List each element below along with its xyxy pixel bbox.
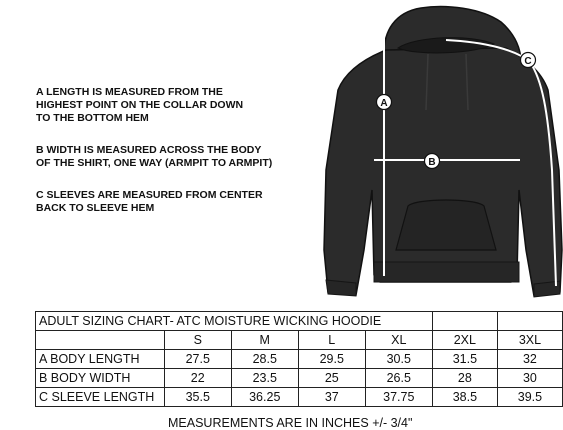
svg-text:A: A (380, 98, 388, 109)
marker-a (377, 95, 392, 110)
row-label: A BODY LENGTH (36, 350, 165, 369)
table-cell: 37 (298, 388, 365, 407)
table-row (36, 369, 563, 388)
table-cell: 30 (497, 369, 562, 388)
measurement-instructions (36, 86, 326, 234)
size-header: L (298, 331, 365, 350)
table-cell: 32 (497, 350, 562, 369)
table-cell: 23.5 (231, 369, 298, 388)
table-cell: 36.25 (231, 388, 298, 407)
chart-title: ADULT SIZING CHART- ATC MOISTURE WICKING HOODIE (36, 312, 433, 331)
size-header: 2XL (432, 331, 497, 350)
table-cell: 39.5 (497, 388, 562, 407)
size-header: 3XL (497, 331, 562, 350)
hoodie-pocket (396, 200, 496, 250)
table-cell: 30.5 (365, 350, 432, 369)
marker-b (425, 154, 440, 169)
instruction-c: C SLEEVES ARE MEASURED FROM CENTER BACK TO SLEEVE HEM (36, 189, 263, 214)
table-cell: 27.5 (164, 350, 231, 369)
instruction-a: A LENGTH IS MEASURED FROM THE HIGHEST POINT ON THE COLLAR DOWN TO THE BOTTOM HEM (36, 86, 244, 124)
table-cell: 28 (432, 369, 497, 388)
table-cell: 37.75 (365, 388, 432, 407)
table-cell: 29.5 (298, 350, 365, 369)
row-label: C SLEEVE LENGTH (36, 388, 165, 407)
hoodie-left-cuff (326, 280, 356, 296)
row-label: B BODY WIDTH (36, 369, 165, 388)
table-row (36, 350, 563, 369)
svg-text:B: B (428, 157, 436, 168)
hoodie-diagram (316, 0, 563, 305)
table-cell: 22 (164, 369, 231, 388)
size-header-row (36, 331, 563, 350)
size-chart-table (35, 311, 563, 407)
table-row (36, 388, 563, 407)
size-header: S (164, 331, 231, 350)
svg-text:C: C (524, 56, 532, 67)
measurement-footnote: MEASUREMENTS ARE IN INCHES +/- 3/4" (168, 416, 413, 430)
marker-c (521, 53, 536, 68)
hoodie-waistband (374, 262, 519, 282)
table-cell: 35.5 (164, 388, 231, 407)
size-header: M (231, 331, 298, 350)
instruction-b: B WIDTH IS MEASURED ACROSS THE BODY OF THE SHIRT, ONE WAY (ARMPIT TO ARMPIT) (36, 144, 273, 169)
size-header: XL (365, 331, 432, 350)
table-cell: 25 (298, 369, 365, 388)
table-cell: 28.5 (231, 350, 298, 369)
table-cell: 31.5 (432, 350, 497, 369)
chart-title-row (36, 312, 563, 331)
hoodie-body (324, 48, 562, 296)
table-cell: 38.5 (432, 388, 497, 407)
table-cell: 26.5 (365, 369, 432, 388)
